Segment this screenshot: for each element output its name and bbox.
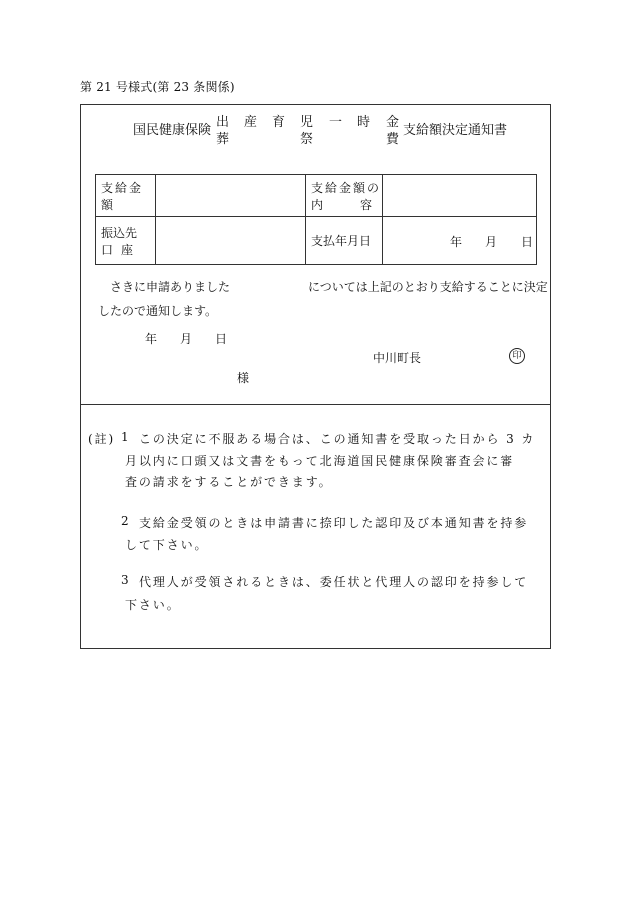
- notice-date-day: 日: [215, 332, 228, 346]
- title-char: 葬: [216, 132, 230, 147]
- notice-date-year: 年: [145, 332, 158, 346]
- note-line: 支給金受領のときは申請書に捺印した認印及び本通知書を持参: [139, 516, 529, 530]
- note-number: 1: [121, 430, 131, 444]
- body-sentence-part2: については上記のとおり支給することに決定: [308, 280, 548, 294]
- pay-date-day: 日: [521, 234, 534, 249]
- note-line: 月以内に口頭又は文書をもって北海道国民健康保険審査会に審: [125, 454, 515, 468]
- title-char: 費: [386, 132, 400, 147]
- note-line: この決定に不服ある場合は、この通知書を受取った日から 3 カ: [139, 432, 536, 446]
- issuer-name: 中川町長: [373, 351, 422, 365]
- pay-date-year: 年: [450, 234, 463, 249]
- note-line: 代理人が受領されるときは、委任状と代理人の認印を持参して: [139, 575, 529, 589]
- title-char: 出: [216, 115, 230, 130]
- title-prefix: 国民健康保険: [133, 123, 212, 138]
- breakdown-label: [306, 175, 383, 217]
- payment-info-table: [95, 174, 537, 265]
- seal-mark-icon: 印: [509, 348, 525, 364]
- title-char: 時: [357, 115, 371, 130]
- pay-date-label: 支払年月日: [306, 217, 383, 265]
- account-label: [96, 217, 156, 265]
- breakdown-label-line1: 支給金額の: [311, 180, 382, 195]
- notice-date-month: 月: [180, 332, 193, 346]
- account-label-char: 座: [120, 242, 133, 257]
- form-number: 第 21 号様式(第 23 条関係): [80, 80, 235, 94]
- account-label-line1: 振込先: [101, 225, 138, 240]
- title-char: 児: [300, 115, 314, 130]
- addressee-suffix: 様: [237, 371, 250, 385]
- title-char: 金: [386, 115, 400, 130]
- note-line: 下さい。: [125, 598, 181, 612]
- note-number: 3: [121, 573, 131, 587]
- pay-date-month: 月: [485, 234, 498, 249]
- section-divider: [80, 404, 551, 405]
- pay-date-field[interactable]: [383, 217, 537, 265]
- account-label-char: 口: [101, 242, 114, 257]
- breakdown-label-char: 容: [359, 197, 372, 212]
- payment-amount-field[interactable]: [156, 175, 306, 217]
- payment-amount-label: 支給金額: [96, 175, 156, 217]
- title-char: 祭: [300, 132, 314, 147]
- title-char: 育: [272, 115, 286, 130]
- notes-label: (註): [88, 432, 116, 446]
- title-suffix: 支給額決定通知書: [403, 123, 508, 138]
- account-field[interactable]: [156, 217, 306, 265]
- body-sentence-part1: さきに申請ありました: [110, 280, 231, 294]
- body-sentence-part3: したので通知します。: [98, 304, 218, 318]
- breakdown-field[interactable]: [383, 175, 537, 217]
- note-line: 査の請求をすることができます。: [125, 475, 333, 489]
- note-number: 2: [121, 514, 131, 528]
- title-char: 一: [329, 115, 343, 130]
- breakdown-label-char: 内: [311, 197, 324, 212]
- title-char: 産: [244, 115, 258, 130]
- note-line: して下さい。: [125, 538, 209, 552]
